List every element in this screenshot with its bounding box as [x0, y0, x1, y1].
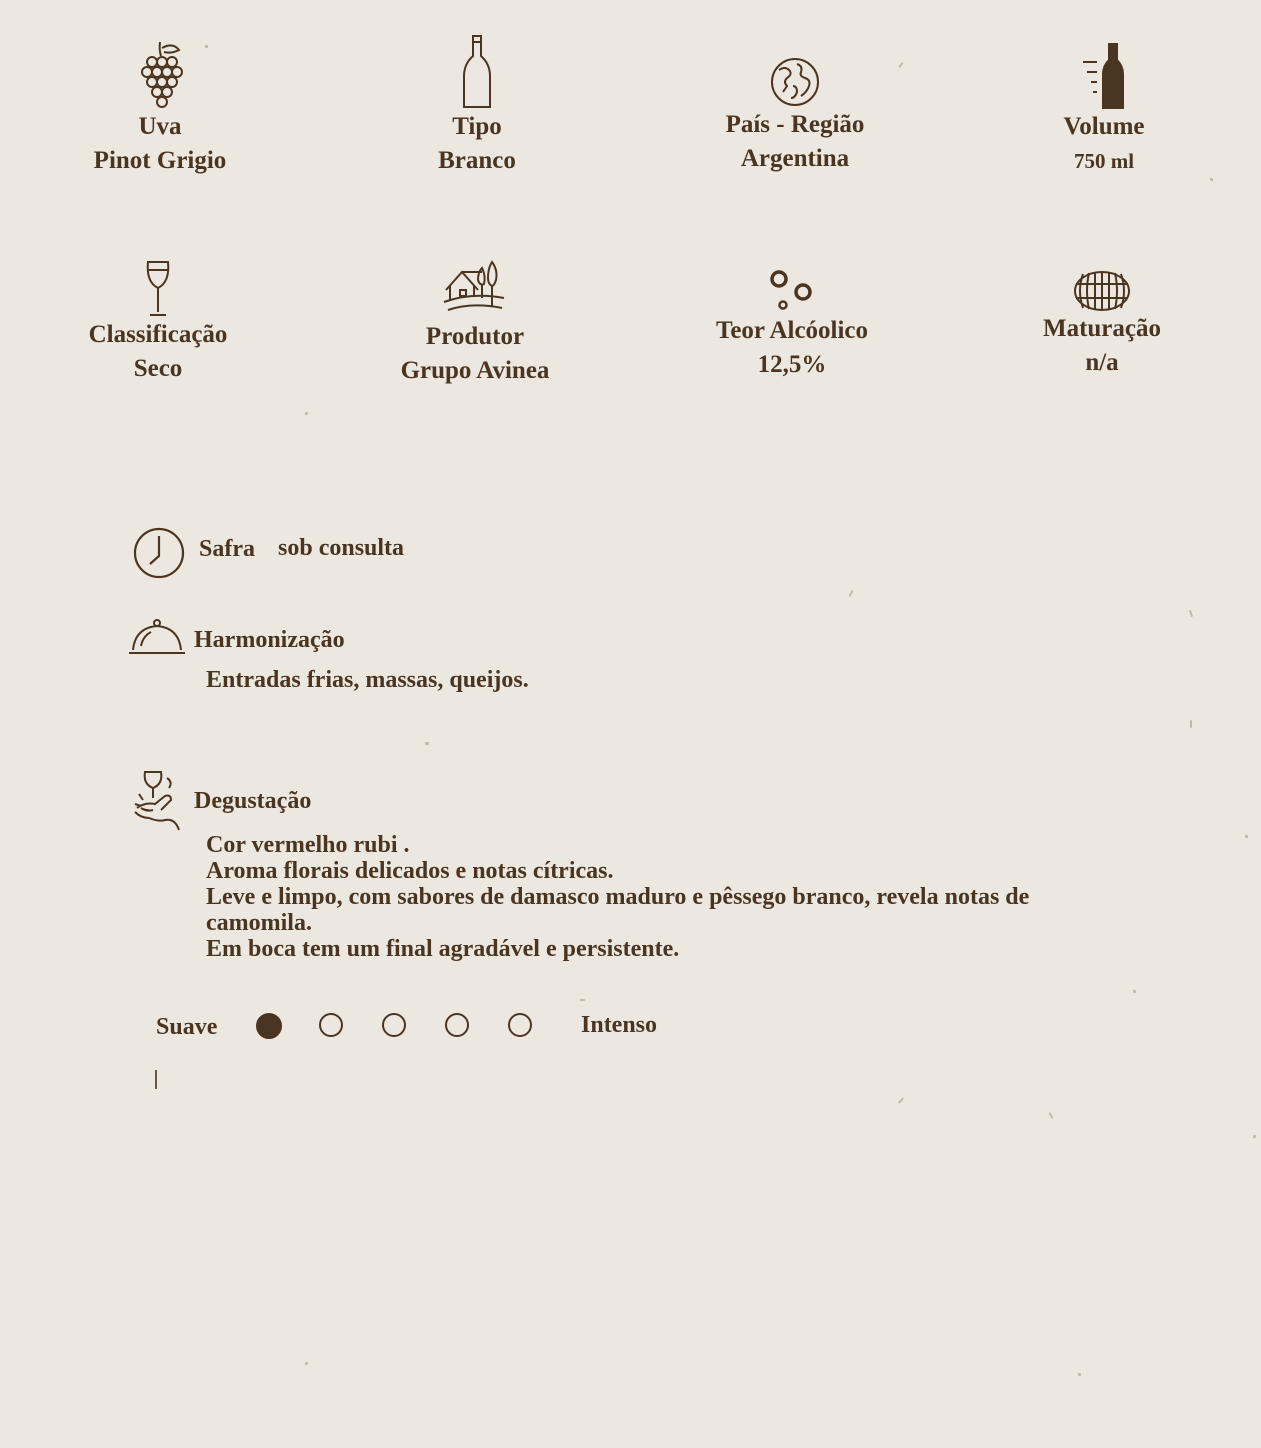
harmonizacao-text: Entradas frias, massas, queijos. [206, 667, 529, 693]
winery-icon [442, 258, 508, 320]
spec-produtor [345, 258, 605, 388]
spec-label: Maturação [1042, 315, 1162, 342]
harmonizacao-label: Harmonização [194, 627, 345, 653]
degustacao-line: Em boca tem um final agradável e persistente. [206, 936, 680, 962]
spec-label: País - Região [725, 111, 865, 138]
bottle-pour-icon [1081, 40, 1127, 110]
spec-value: Seco [133, 355, 183, 382]
spec-tipo [347, 34, 607, 178]
grape-icon [135, 40, 185, 110]
spec-label: Teor Alcóolico [715, 317, 869, 344]
spec-maturacao [972, 270, 1232, 380]
spec-pais [665, 56, 925, 176]
degustacao-line: camomila. [206, 910, 312, 936]
wine-glass-icon [144, 260, 172, 318]
spec-teor [662, 268, 922, 382]
bubbles-icon [767, 268, 817, 314]
barrel-icon [1073, 270, 1131, 312]
intensity-min-label: Suave [156, 1014, 218, 1040]
spec-value: n/a [1085, 349, 1119, 376]
cloche-icon [127, 618, 189, 658]
degustacao-line: Aroma florais delicados e notas cítricas. [206, 858, 614, 884]
intensity-dot [256, 1013, 282, 1039]
bottle-icon [462, 34, 492, 110]
spec-value: 750 ml [1073, 149, 1135, 173]
spec-label: Volume [1063, 113, 1145, 140]
degustacao-text [206, 832, 1029, 962]
safra-value: sob consulta [278, 535, 405, 561]
degustacao-line: Cor vermelho rubi . [206, 832, 410, 858]
spec-label: Tipo [452, 113, 502, 140]
spec-value: Argentina [740, 145, 850, 172]
spec-value: Pinot Grigio [93, 147, 227, 174]
text-cursor [155, 1070, 157, 1089]
spec-value: 12,5% [757, 351, 827, 378]
intensity-max-label: Intenso [581, 1012, 658, 1038]
intensity-dot [319, 1013, 343, 1037]
safra-label: Safra [199, 536, 255, 562]
spec-volume [974, 40, 1234, 178]
degustacao-line: Leve e limpo, com sabores de damasco maduro e pêssego branco, revela notas de [206, 884, 1030, 910]
spec-label: Uva [138, 113, 182, 140]
globe-icon [769, 56, 821, 108]
intensity-dot [382, 1013, 406, 1037]
intensity-dot [445, 1013, 469, 1037]
clock-icon [132, 526, 186, 580]
tasting-hand-icon [131, 768, 183, 836]
degustacao-label: Degustação [194, 788, 312, 814]
spec-value: Branco [438, 147, 516, 174]
spec-uva [30, 40, 290, 178]
spec-classificacao [28, 260, 288, 386]
spec-label: Classificação [88, 321, 228, 348]
spec-value: Grupo Avinea [400, 357, 550, 384]
intensity-dot [508, 1013, 532, 1037]
spec-label: Produtor [425, 323, 525, 350]
